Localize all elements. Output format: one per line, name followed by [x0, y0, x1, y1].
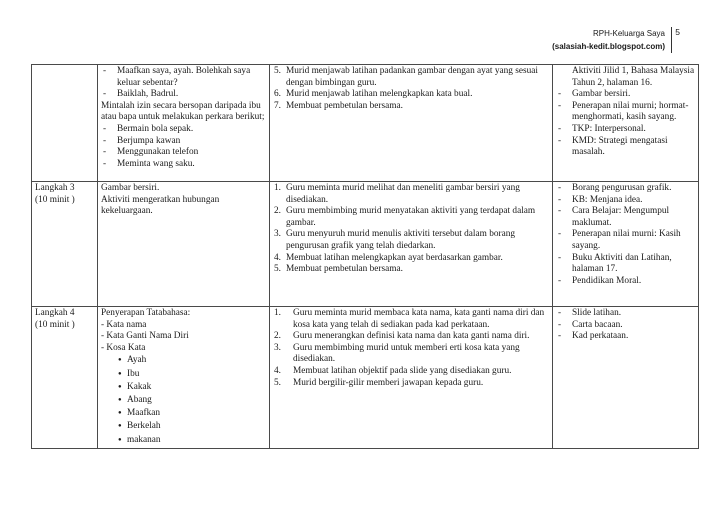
list-item: 2. Guru membimbing murid menyatakan aktiviti yang terdapat dalam gambar.: [274, 206, 536, 228]
notes-cell: [553, 65, 699, 182]
list-item: 5. Murid bergilir-gilir memberi jawapan kepada guru.: [274, 377, 484, 388]
activity-cell: [270, 65, 553, 182]
list-item: - Penerapan nilai murni: Kasih sayang.: [556, 229, 695, 252]
list-item: 2. Guru menerangkan definisi kata nama dan kata ganti nama diri.: [274, 331, 530, 342]
list-item: 3. Guru membimbing murid untuk memberi erti kosa kata yang disediakan.: [274, 342, 520, 365]
list-item: 6. Murid menjawab latihan melengkapkan kata bual.: [274, 89, 473, 100]
table-row: [32, 65, 699, 182]
list-item: - Baiklah, Badrul.: [101, 89, 266, 101]
content-cell: [98, 182, 270, 307]
lesson-plan-table: [31, 64, 699, 449]
list-item: - TKP: Interpersonal.: [556, 124, 695, 136]
header-source: (salasiah-kedit.blogspot.com): [552, 42, 665, 51]
vocab-item: ● Maafkan: [118, 407, 266, 420]
step-time: (10 minit ): [35, 194, 75, 205]
list-item: 5. Murid menjawab latihan padankan gambar dengan ayat yang sesuai dengan bimbingan guru.: [274, 66, 538, 88]
list-item: - Kad perkataan.: [556, 331, 695, 343]
vocab-item: ● Berkelah: [118, 420, 266, 433]
vocab-item: ● Abang: [118, 394, 266, 407]
list-item: - KMD: Strategi mengatasi masalah.: [556, 136, 695, 159]
list-item: - Maafkan saya, ayah. Bolehkah saya keluar sebentar?: [101, 66, 266, 89]
vocab-item: ● Kakak: [118, 381, 266, 394]
list-item: 5. Membuat pembetulan bersama.: [274, 264, 403, 275]
list-item: - Cara Belajar: Mengumpul maklumat.: [556, 206, 695, 229]
list-item: - Pendidikan Moral.: [556, 276, 695, 288]
list-item: - Berjumpa kawan: [101, 136, 266, 148]
step-cell: [32, 182, 98, 307]
notes-cell: [553, 307, 699, 449]
content-cell: [98, 65, 270, 182]
table-row: [32, 182, 699, 307]
instruction-text: Mintalah izin secara bersopan daripada ibu atau bapa untuk melakukan perkara berikut;: [101, 100, 265, 123]
list-item: - Buku Aktiviti dan Latihan, halaman 17.: [556, 253, 695, 276]
list-item: - Penerapan nilai murni; hormat-menghormati, kasih sayang.: [556, 101, 695, 124]
vocab-item: ● Ayah: [118, 354, 266, 367]
list-item: 7. Membuat pembetulan bersama.: [274, 100, 403, 111]
step-label: Langkah 4: [35, 308, 75, 318]
list-item: Aktiviti Jilid 1, Bahasa Malaysia Tahun 2, halaman 16.: [572, 66, 695, 88]
notes-cell: [553, 182, 699, 307]
list-item: 3. Guru menyuruh murid menulis aktiviti tersebut dalam borang pengurusan grafik yang telah diedarkan.: [274, 229, 516, 251]
list-item: - KB: Menjana idea.: [556, 195, 695, 207]
content-cell: [98, 307, 270, 449]
list-item: 4. Membuat latihan melengkapkan ayat berdasarkan gambar.: [274, 252, 503, 263]
list-item: - Meminta wang saku.: [101, 159, 266, 171]
list-item: - Carta bacaan.: [556, 320, 695, 332]
content-line: Aktiviti mengeratkan hubungan kekeluargaan.: [101, 194, 220, 217]
header-title: RPH-Keluarga Saya: [592, 29, 665, 38]
content-line: - Kata nama: [101, 319, 147, 330]
list-item: - Slide latihan.: [556, 308, 695, 320]
activity-cell: [270, 307, 553, 449]
content-line: Gambar bersiri.: [101, 183, 160, 193]
step-cell: [32, 65, 98, 182]
list-item: 4. Membuat latihan objektif pada slide yang disediakan guru.: [274, 365, 512, 376]
list-item: - Borang pengurusan grafik.: [556, 183, 695, 195]
table-row: [32, 307, 699, 449]
page-number: 5: [675, 27, 680, 37]
vocab-item: ● makanan: [118, 434, 266, 447]
page-header: [552, 27, 672, 53]
list-item: 1. Guru meminta murid melihat dan meneliti gambar bersiri yang disediakan.: [274, 183, 520, 205]
activity-cell: [270, 182, 553, 307]
content-line: - Kata Ganti Nama Diri: [101, 331, 189, 342]
content-line: Penyerapan Tatabahasa:: [101, 308, 191, 318]
step-cell: [32, 307, 98, 449]
vocab-item: ● Ibu: [118, 368, 266, 381]
list-item: - Bermain bola sepak.: [101, 124, 266, 136]
list-item: - Menggunakan telefon: [101, 147, 266, 159]
step-time: (10 minit ): [35, 319, 75, 330]
content-line: - Kosa Kata: [101, 342, 146, 353]
step-label: Langkah 3: [35, 183, 75, 193]
list-item: - Gambar bersiri.: [556, 89, 695, 101]
list-item: 1. Guru meminta murid membaca kata nama, kata ganti nama diri dan kosa kata yang telah di sediakan pada kad perkataan.: [274, 308, 545, 330]
